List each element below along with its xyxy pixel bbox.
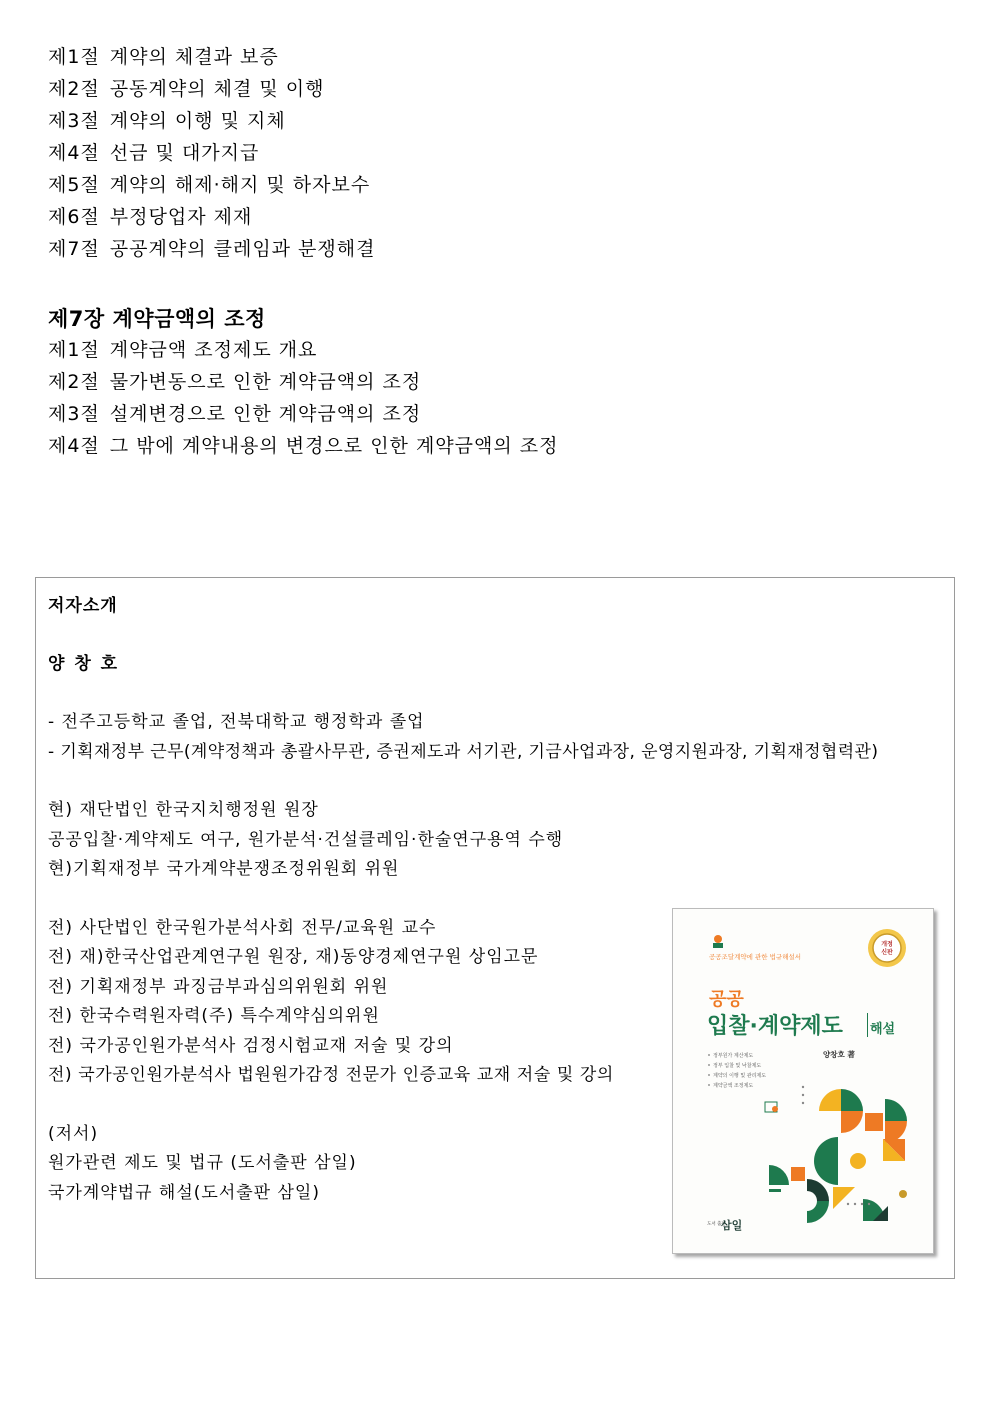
education-line: - 전주고등학교 졸업, 전북대학교 행정학과 졸업 [48,712,425,732]
book-line: 원가관련 제도 및 법규 (도서출판 삼일) [48,1153,357,1173]
toc-item: 제3절 설계변경으로 인한 계약금액의 조정 [48,403,422,425]
former-role-line: 전) 사단법인 한국원가분석사회 전무/교육원 교수 [48,918,437,938]
svg-text:도서 출판: 도서 출판 [707,1222,726,1227]
svg-text:공공조달계약에 관한 법규해설서: 공공조달계약에 관한 법규해설서 [709,953,802,961]
svg-text:계약의 이행 및 관리제도: 계약의 이행 및 관리제도 [713,1073,767,1079]
former-role-line: 전) 재)한국산업관계연구원 원장, 재)동양경제연구원 상임고문 [48,947,539,967]
author-heading: 저자소개 [48,596,118,616]
svg-text:공공: 공공 [709,989,744,1010]
former-role-line: 전) 한국수력원자력(주) 특수계약심의위원 [48,1006,380,1026]
toc-item: 제5절 계약의 해제·해지 및 하자보수 [48,174,371,196]
svg-text:삼일: 삼일 [721,1219,743,1232]
education-line: - 기획재정부 근무(계약정책과 총괄사무관, 증권제도과 서기관, 기금사업과장, 운영지원과장, 기획재정협력관) [48,742,879,762]
toc-item: 제2절 공동계약의 체결 및 이행 [48,78,325,100]
toc-item: 제1절 계약금액 조정제도 개요 [48,339,318,361]
svg-text:신판: 신판 [881,949,893,956]
former-role-line: 전) 국가공인원가분석사 법원원가감정 전문가 인증교육 교재 저술 및 강의 [48,1065,614,1085]
svg-text:입찰·계약제도: 입찰·계약제도 [707,1014,843,1039]
edition-badge [868,929,906,967]
toc-item: 제6절 부정당업자 제재 [48,206,253,228]
books-heading: (저서) [48,1124,99,1144]
toc-item: 제3절 계약의 이행 및 지체 [48,110,286,132]
current-role-line: 현)기획재정부 국가계약분쟁조정위원회 위원 [48,859,400,879]
toc-item: 제7절 공공계약의 클레임과 분쟁해결 [48,238,376,260]
toc-item: 제4절 그 밖에 계약내용의 변경으로 인한 계약금액의 조정 [48,435,559,457]
svg-text:정부 입찰 및 낙찰제도: 정부 입찰 및 낙찰제도 [713,1063,762,1069]
author-intro-box [35,577,955,1279]
author-name: 양 창 호 [48,654,120,674]
toc-item: 제1절 계약의 체결과 보증 [48,46,279,68]
svg-text:계약금액 조정제도: 계약금액 조정제도 [713,1083,754,1089]
svg-text:해설: 해설 [870,1022,896,1037]
svg-text:양창호 著: 양창호 著 [823,1050,855,1059]
book-cover-art [673,909,933,1253]
svg-text:개정: 개정 [881,941,893,948]
toc-item: 제2절 물가변동으로 인한 계약금액의 조정 [48,371,422,393]
current-role-line: 현) 재단법인 한국지치행정원 원장 [48,800,319,820]
book-cover-image [672,908,934,1254]
former-role-line: 전) 기획재정부 과징금부과심의위원회 위원 [48,977,389,997]
svg-text:정부원가 계산제도: 정부원가 계산제도 [713,1053,754,1059]
toc-item: 제4절 선금 및 대가지급 [48,142,260,164]
chapter-title: 제7장 계약금액의 조정 [48,307,266,331]
former-role-line: 전) 국가공인원가분석사 검정시험교재 저술 및 강의 [48,1036,454,1056]
book-line: 국가계약법규 해설(도서출판 삼일) [48,1183,320,1203]
current-role-line: 공공입찰·계약제도 여구, 원가분석·건설클레임·한술연구용역 수행 [48,830,564,850]
